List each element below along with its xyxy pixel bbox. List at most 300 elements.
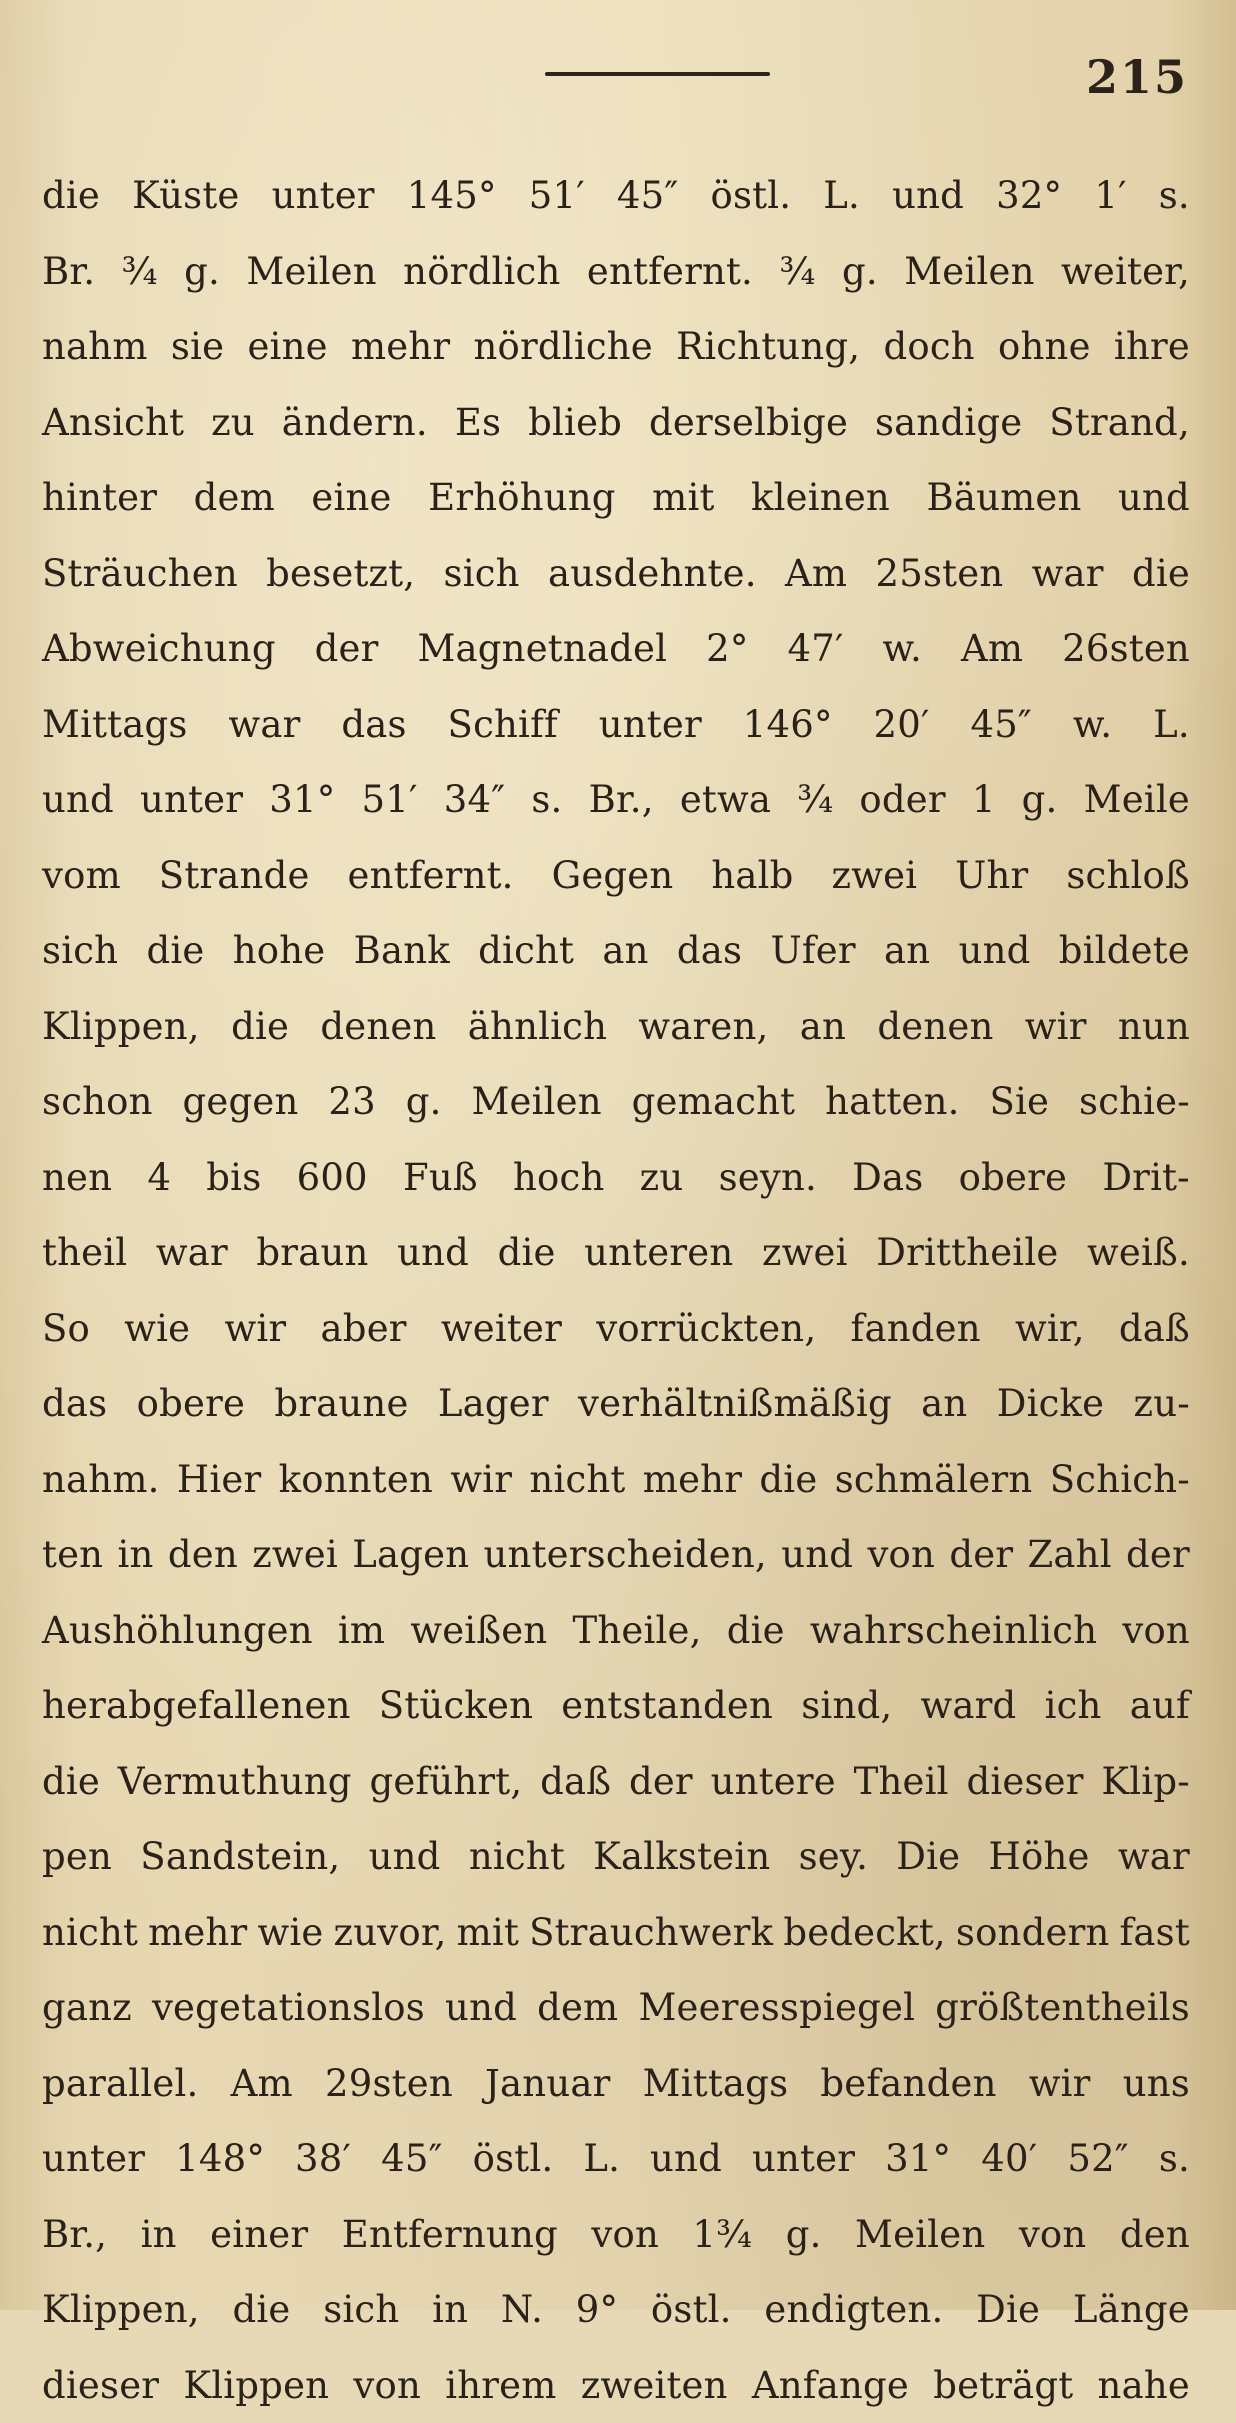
word: s. [1159, 2137, 1190, 2180]
word: an [921, 1382, 967, 1425]
word: von [353, 2364, 421, 2407]
word: untere [711, 1760, 836, 1803]
word: Schich- [1050, 1458, 1190, 1501]
word: Am [961, 627, 1023, 670]
word: 45″ [970, 703, 1032, 746]
word: ¾ [779, 250, 815, 293]
word: Br., [589, 778, 654, 821]
word: sondern [956, 1911, 1110, 1954]
word: Drittheile [876, 1231, 1058, 1274]
word: und [397, 1231, 469, 1274]
word: 1 [972, 778, 996, 821]
word: ändern. [282, 401, 428, 444]
word: wir [225, 1307, 287, 1350]
word: Fuß [403, 1156, 478, 1199]
word: schloß [1066, 854, 1190, 897]
text-line [42, 158, 1190, 234]
word: wie [124, 1307, 190, 1350]
word: waren, [638, 1005, 768, 1048]
word: 20′ [874, 703, 930, 746]
word: konnten [279, 1458, 433, 1501]
word: Länge [1073, 2288, 1190, 2331]
word: Sandstein, [140, 1835, 340, 1878]
word: kleinen [751, 476, 890, 519]
word: und [959, 929, 1031, 972]
word: die [498, 1231, 556, 1274]
word: sich [444, 552, 520, 595]
text-line [42, 1064, 1190, 1140]
word: mehr [351, 325, 450, 368]
word: schie- [1079, 1080, 1190, 1123]
word: wir, [1015, 1307, 1085, 1350]
word: So [42, 1307, 90, 1350]
word: Die [896, 1835, 960, 1878]
word: uns [1123, 2062, 1190, 2105]
word: bedeckt, [783, 1911, 946, 1954]
word: 1′ [1094, 174, 1126, 217]
word: die [146, 929, 204, 972]
word: vorrückten, [596, 1307, 816, 1350]
word: und [369, 1835, 441, 1878]
word: Kalkstein [593, 1835, 770, 1878]
word: Meeresspiegel [638, 1986, 915, 2029]
header-rule [545, 72, 770, 76]
word: dieser [966, 1760, 1083, 1803]
word: 45″ [381, 2137, 443, 2180]
word: geführt, [369, 1760, 522, 1803]
text-line [42, 913, 1190, 989]
text-line [42, 989, 1190, 1065]
word: nen [42, 1156, 112, 1199]
text-line [42, 460, 1190, 536]
word: bildete [1059, 929, 1190, 972]
word: Klippen, [42, 2288, 200, 2331]
word: herabgefallenen [42, 1684, 351, 1727]
word: nördliche [474, 325, 653, 368]
word: Meilen [246, 250, 376, 293]
word: sandige [875, 401, 1022, 444]
word: Strauchwerk [529, 1911, 773, 1954]
word: weiter [441, 1307, 562, 1350]
word: braune [274, 1382, 408, 1425]
word: ganz [42, 1986, 132, 2029]
word: g. [406, 1080, 442, 1123]
word: nun [1118, 1005, 1190, 1048]
word: entfernt. [348, 854, 514, 897]
word: Zahl [1028, 1533, 1112, 1576]
text-line [42, 1970, 1190, 2046]
word: 47′ [788, 627, 844, 670]
word: Drit- [1102, 1156, 1190, 1199]
word: Dicke [997, 1382, 1105, 1425]
word: mehr [643, 1458, 742, 1501]
word: weiter, [1061, 250, 1190, 293]
word: Abweichung [42, 627, 276, 670]
word: 34″ [444, 778, 506, 821]
text-line [42, 1291, 1190, 1367]
word: von [1019, 2213, 1087, 2256]
word: Sie [989, 1080, 1049, 1123]
word: dicht [478, 929, 574, 972]
word: wir [1029, 2062, 1091, 2105]
word: in [118, 1533, 154, 1576]
word: die [42, 1760, 100, 1803]
word: hoch [513, 1156, 604, 1199]
word: Theile, [572, 1609, 701, 1652]
word: ich [1045, 1684, 1102, 1727]
word: und [42, 778, 114, 821]
word: 4 [147, 1156, 171, 1199]
text-line [42, 838, 1190, 914]
word: Magnetnadel [417, 627, 667, 670]
word: die [1132, 552, 1190, 595]
word: in [432, 2288, 468, 2331]
word: mit [457, 1911, 519, 1954]
text-line [42, 2046, 1190, 2122]
word: der [315, 627, 379, 670]
word: entfernt. [587, 250, 753, 293]
word: g. [842, 250, 878, 293]
word: beträgt [933, 2364, 1073, 2407]
word: ¾ [122, 250, 158, 293]
word: 146° [743, 703, 833, 746]
word: ten [42, 1533, 103, 1576]
word: N. [501, 2288, 543, 2331]
text-line [42, 1517, 1190, 1593]
word: Gegen [552, 854, 674, 897]
word: an [884, 929, 930, 972]
word: Erhöhung [428, 476, 616, 519]
word: war [1032, 552, 1104, 595]
word: wie [257, 1911, 323, 1954]
word: zuvor, [334, 1911, 447, 1954]
word: nahm [42, 325, 148, 368]
word: Strande [159, 854, 310, 897]
word: dem [194, 476, 275, 519]
word: unterscheiden, [484, 1533, 767, 1576]
word: fast [1120, 1911, 1190, 1954]
word: größtentheils [935, 1986, 1190, 2029]
word: 51′ [529, 174, 585, 217]
word: ausdehnte. [548, 552, 757, 595]
word: den [168, 1533, 238, 1576]
word: die [759, 1458, 817, 1501]
word: ward [921, 1684, 1017, 1727]
word: der [1126, 1533, 1190, 1576]
word: eine [247, 325, 327, 368]
word: Aushöhlungen [42, 1609, 313, 1652]
word: Bäumen [926, 476, 1081, 519]
word: denen [320, 1005, 436, 1048]
word: Ufer [771, 929, 856, 972]
word: obere [959, 1156, 1067, 1199]
word: sie [171, 325, 224, 368]
word: sich [323, 2288, 399, 2331]
text-line [42, 1215, 1190, 1291]
word: etwa [680, 778, 771, 821]
word: 29sten [325, 2062, 453, 2105]
word: halb [711, 854, 793, 897]
word: sind, [801, 1684, 892, 1727]
word: 40′ [981, 2137, 1037, 2180]
word: zweiten [581, 2364, 728, 2407]
word: daß [540, 1760, 611, 1803]
word: ihrem [445, 2364, 556, 2407]
word: Entfernung [342, 2213, 558, 2256]
word: das [341, 703, 406, 746]
word: 52″ [1067, 2137, 1129, 2180]
word: Br. [42, 250, 95, 293]
word: nahm. [42, 1458, 160, 1501]
word: die [232, 2288, 290, 2331]
word: eine [311, 476, 391, 519]
text-line [42, 1819, 1190, 1895]
word: ¾ [797, 778, 833, 821]
word: endigten. [764, 2288, 943, 2331]
word: an [602, 929, 648, 972]
word: daß [1119, 1307, 1190, 1350]
word: denen [877, 1005, 993, 1048]
word: sey. [799, 1835, 868, 1878]
word: pen [42, 1835, 112, 1878]
word: von [867, 1533, 935, 1576]
word: von [591, 2213, 659, 2256]
word: unter [42, 2137, 145, 2180]
word: die [727, 1609, 785, 1652]
page-number: 215 [1086, 50, 1188, 104]
word: unter [752, 2137, 855, 2180]
word: 23 [328, 1080, 375, 1123]
word: Meile [1084, 778, 1190, 821]
word: hatten. [825, 1080, 960, 1123]
word: östl. [651, 2288, 732, 2331]
word: 51′ [362, 778, 418, 821]
word: in [141, 2213, 177, 2256]
word: 9° [576, 2288, 618, 2331]
word: 38′ [295, 2137, 351, 2180]
word: nicht [42, 1911, 138, 1954]
text-line [42, 762, 1190, 838]
word: der [949, 1533, 1013, 1576]
word: war [228, 703, 300, 746]
text-line [42, 1140, 1190, 1216]
word: schmälern [835, 1458, 1033, 1501]
text-line [42, 385, 1190, 461]
word: östl. [710, 174, 791, 217]
word: Mittags [643, 2062, 789, 2105]
word: Anfange [752, 2364, 909, 2407]
word: gemacht [632, 1080, 796, 1123]
text-line [42, 687, 1190, 763]
word: w. [883, 627, 922, 670]
word: vegetationslos [152, 1986, 425, 2029]
word: entstanden [561, 1684, 773, 1727]
word: Hier [177, 1458, 261, 1501]
word: den [1120, 2213, 1190, 2256]
word: unter [140, 778, 243, 821]
word: zu- [1134, 1382, 1190, 1425]
word: befanden [820, 2062, 996, 2105]
word: Ansicht [42, 401, 184, 444]
word: ähnlich [468, 1005, 607, 1048]
word: derselbige [649, 401, 848, 444]
word: wahrscheinlich [810, 1609, 1097, 1652]
word: obere [137, 1382, 245, 1425]
word: ihre [1114, 325, 1190, 368]
word: w. [1073, 703, 1112, 746]
word: wir [450, 1458, 512, 1501]
word: war [1118, 1835, 1190, 1878]
text-line [42, 2272, 1190, 2348]
word: g. [786, 2213, 822, 2256]
word: im [338, 1609, 385, 1652]
text-line [42, 309, 1190, 385]
word: braun [256, 1231, 368, 1274]
word: Theil [854, 1760, 949, 1803]
word: Es [455, 401, 501, 444]
word: und [650, 2137, 722, 2180]
word: zwei [832, 854, 918, 897]
word: theil [42, 1231, 127, 1274]
word: s. [531, 778, 562, 821]
word: 148° [175, 2137, 265, 2180]
word: nicht [529, 1458, 625, 1501]
word: die [231, 1005, 289, 1048]
word: 26sten [1062, 627, 1190, 670]
word: mit [652, 476, 714, 519]
word: Uhr [955, 854, 1028, 897]
word: Mittags [42, 703, 188, 746]
word: und [892, 174, 964, 217]
word: besetzt, [266, 552, 415, 595]
text-line [42, 1366, 1190, 1442]
word: blieb [528, 401, 622, 444]
word: Br., [42, 2213, 107, 2256]
text-line [42, 1593, 1190, 1669]
word: auf [1130, 1684, 1190, 1727]
word: Klip- [1101, 1760, 1190, 1803]
word: dem [537, 1986, 618, 2029]
text-line [42, 2197, 1190, 2273]
word: fanden [851, 1307, 981, 1350]
word: g. [1022, 778, 1058, 821]
word: 1¾ [692, 2213, 752, 2256]
word: 25sten [875, 552, 1003, 595]
word: oder [859, 778, 945, 821]
word: Lagen [352, 1533, 469, 1576]
text-line [42, 1442, 1190, 1518]
word: mehr [148, 1911, 247, 1954]
word: hinter [42, 476, 157, 519]
text-line [42, 1895, 1190, 1971]
word: und [781, 1533, 853, 1576]
word: weißen [410, 1609, 547, 1652]
word: Die [976, 2288, 1040, 2331]
word: Lager [438, 1382, 549, 1425]
text-line [42, 1668, 1190, 1744]
word: weiß. [1087, 1231, 1190, 1274]
word: der [629, 1760, 693, 1803]
word: Stücken [379, 1684, 533, 1727]
word: sich [42, 929, 118, 972]
word: 145° [407, 174, 497, 217]
word: Sträuchen [42, 552, 238, 595]
word: 45″ [617, 174, 679, 217]
word: Höhe [989, 1835, 1090, 1878]
word: vom [42, 854, 121, 897]
word: Klippen, [42, 1005, 200, 1048]
word: s. [1159, 174, 1190, 217]
word: die [42, 174, 100, 217]
word: Schiff [448, 703, 558, 746]
word: bis [206, 1156, 261, 1199]
word: Am [785, 552, 847, 595]
word: unter [272, 174, 375, 217]
word: 31° [269, 778, 335, 821]
word: 2° [706, 627, 748, 670]
text-line [42, 2121, 1190, 2197]
word: unteren [584, 1231, 733, 1274]
word: aber [321, 1307, 407, 1350]
word: 31° [885, 2137, 951, 2180]
word: 600 [297, 1156, 368, 1199]
word: L. [823, 174, 860, 217]
word: gegen [183, 1080, 299, 1123]
word: einer [210, 2213, 308, 2256]
word: ohne [998, 325, 1091, 368]
word: unter [599, 703, 702, 746]
word: das [42, 1382, 107, 1425]
word: Richtung, [676, 325, 860, 368]
word: Strand, [1049, 401, 1190, 444]
word: das [677, 929, 742, 972]
word: Meilen [471, 1080, 601, 1123]
word: zwei [762, 1231, 848, 1274]
word: Januar [485, 2062, 611, 2105]
word: Meilen [904, 250, 1034, 293]
word: und [1118, 476, 1190, 519]
word: doch [883, 325, 974, 368]
word: L. [1153, 703, 1190, 746]
word: hohe [233, 929, 326, 972]
word: Klippen [183, 2364, 329, 2407]
body-text [42, 158, 1190, 2423]
word: verhältnißmäßig [578, 1382, 892, 1425]
word: 32° [996, 174, 1062, 217]
word: zu [211, 401, 255, 444]
word: Am [231, 2062, 293, 2105]
text-line [42, 1744, 1190, 1820]
word: Bank [354, 929, 450, 972]
text-line [42, 536, 1190, 612]
word: nördlich [403, 250, 560, 293]
word: dieser [42, 2364, 159, 2407]
word: zwei [252, 1533, 338, 1576]
word: und [445, 1986, 517, 2029]
word: war [156, 1231, 228, 1274]
word: parallel. [42, 2062, 198, 2105]
text-line [42, 234, 1190, 310]
word: von [1122, 1609, 1190, 1652]
word: östl. [473, 2137, 554, 2180]
text-line [42, 611, 1190, 687]
word: an [800, 1005, 846, 1048]
word: seyn. [719, 1156, 817, 1199]
word: wir [1025, 1005, 1087, 1048]
word: Vermuthung [118, 1760, 352, 1803]
word: zu [640, 1156, 684, 1199]
word: schon [42, 1080, 153, 1123]
